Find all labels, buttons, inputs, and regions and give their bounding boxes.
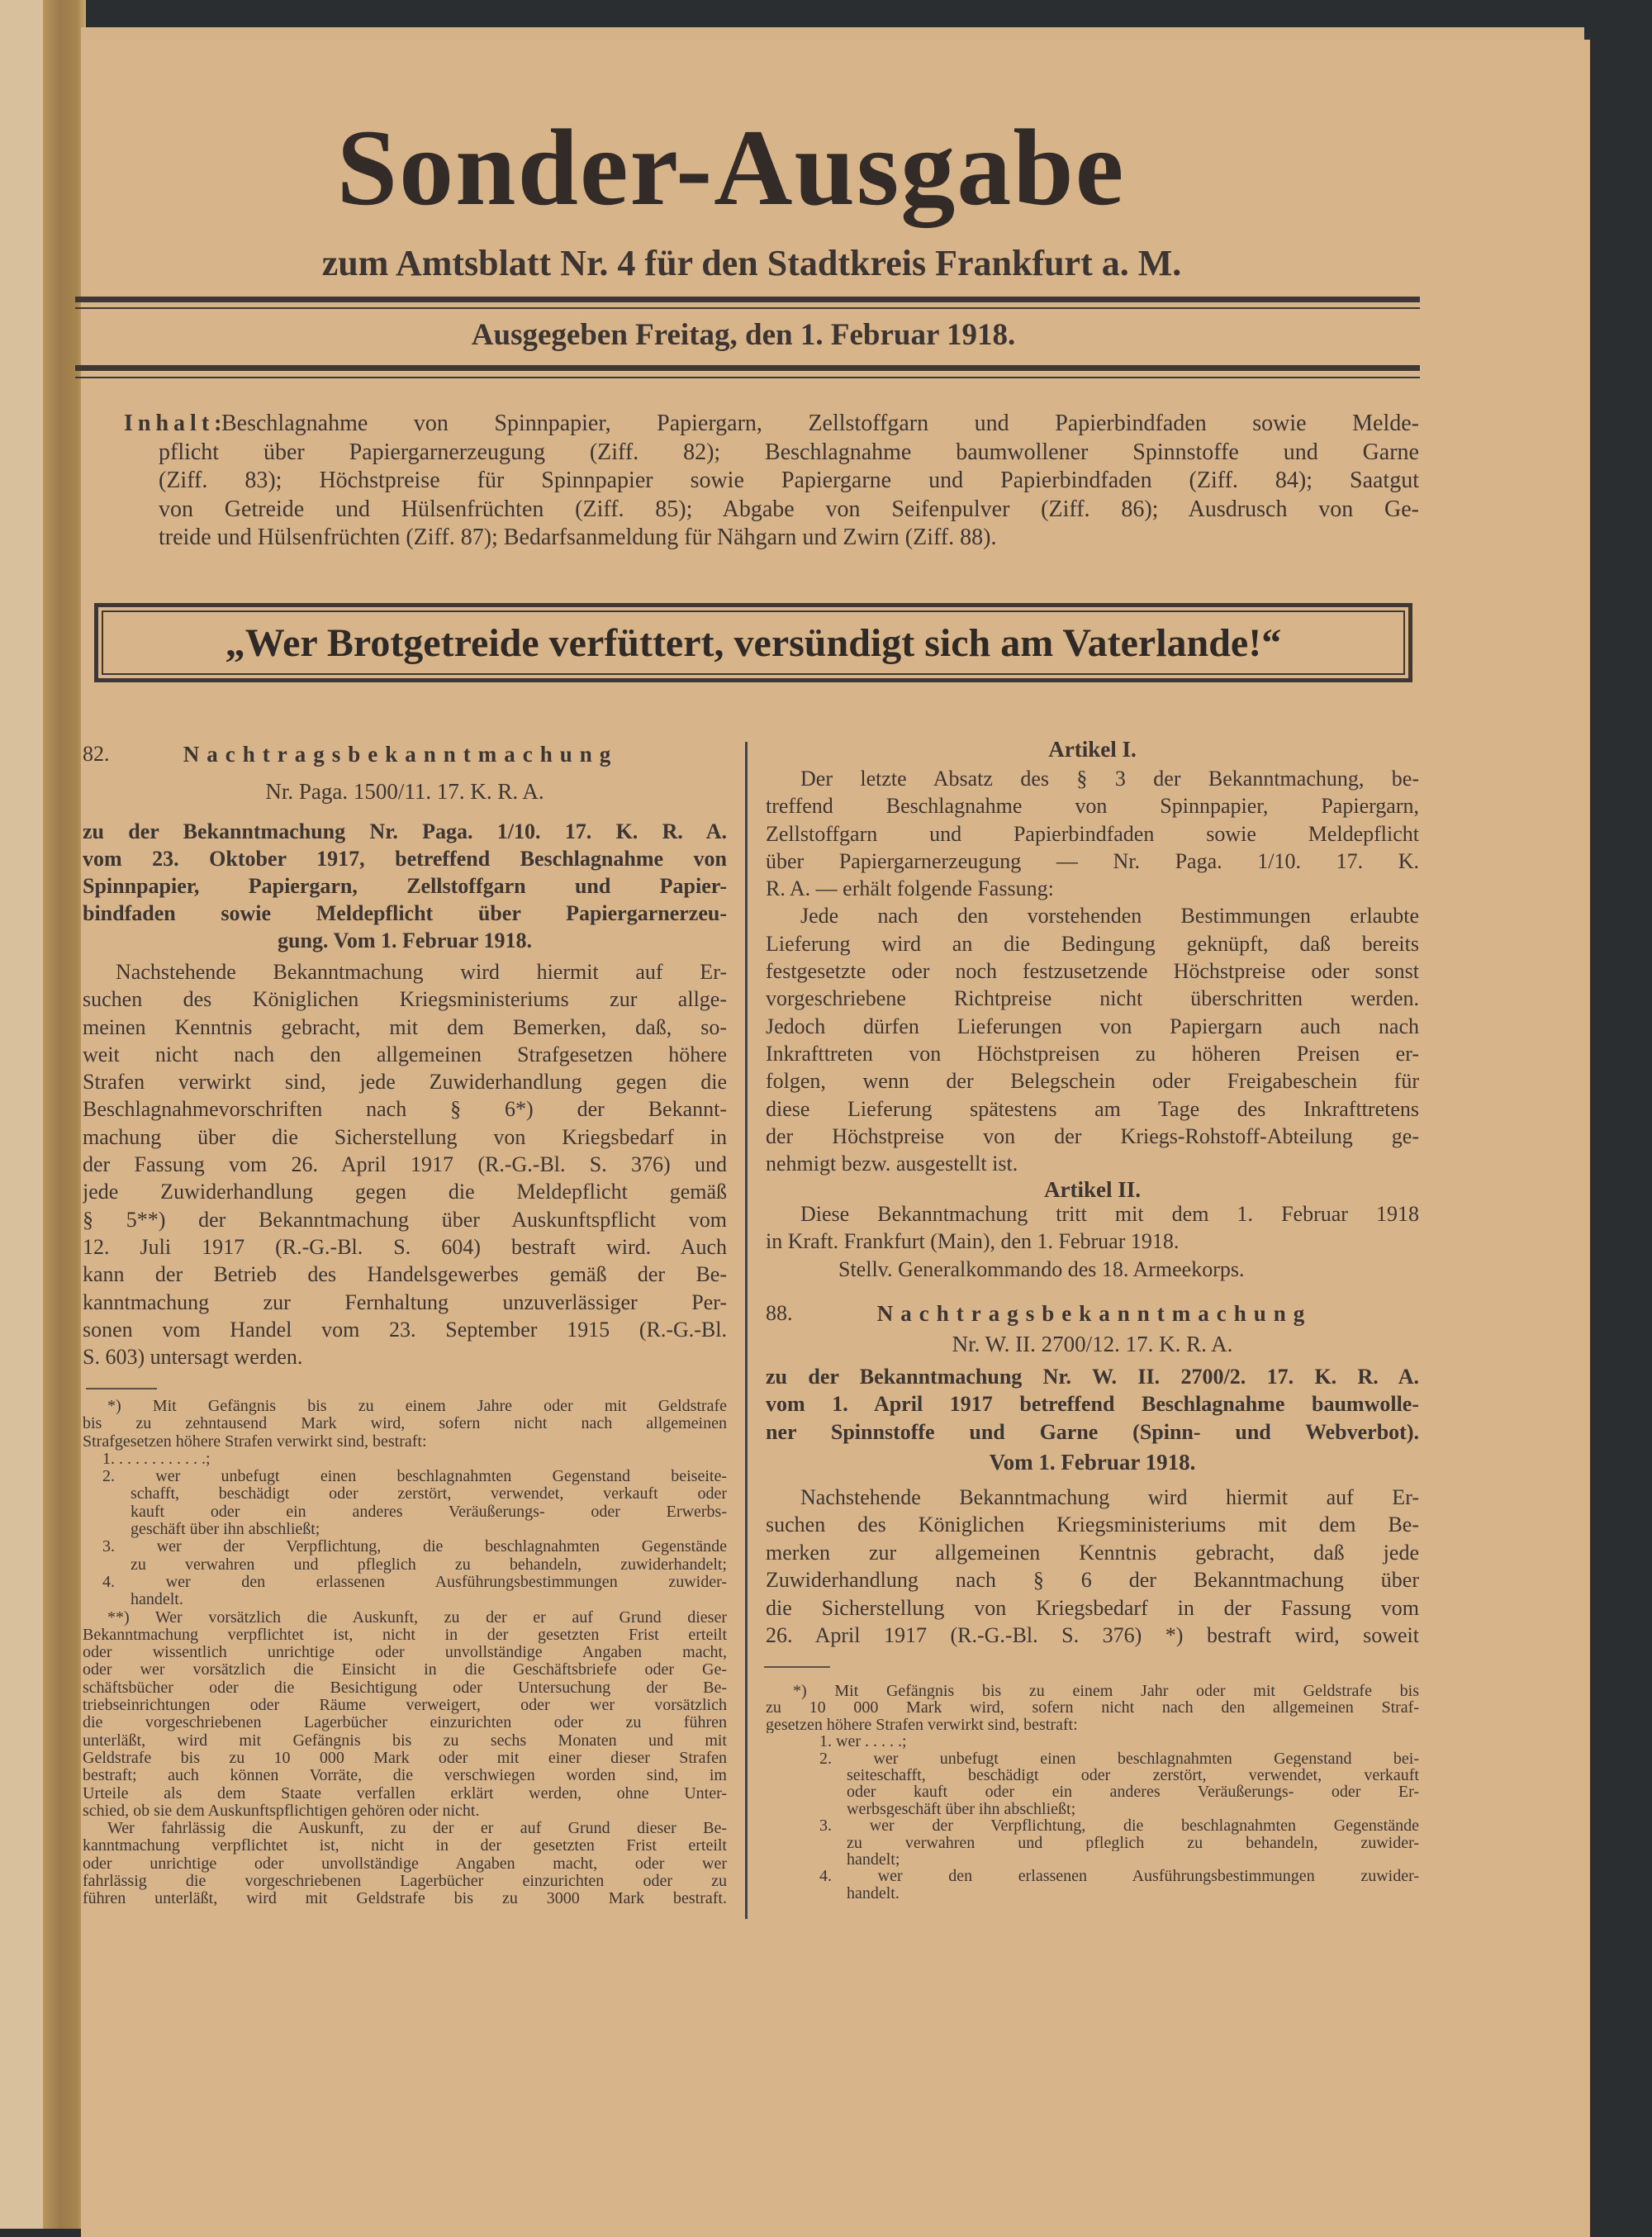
date-rule-thick [75,365,1420,371]
notice-footnotes [83,1398,727,1908]
text-line: kauft oder ein anderes Veräußerungs- oder Erwerbs- [131,1503,727,1521]
text-line: diese Lieferung spätestens am Tage des Inkrafttretens [766,1096,1419,1121]
masthead-title: Sonder-Ausgabe [336,107,1126,228]
text-line: geschäft über ihn abschließt; [131,1521,320,1539]
text-line: *) Mit Gefängnis bis zu einem Jahre oder mit Geldstrafe [107,1398,727,1415]
text-line: machung über die Sicherstellung von Kriegsbedarf in [83,1124,727,1149]
contents-label: Inhalt: [124,411,227,436]
notice-heading: Nachtragsbekanntmachung [876,1301,1313,1326]
text-line: handelt; [847,1850,900,1869]
text-line: Der letzte Absatz des § 3 der Bekanntmachung, be- [800,767,1419,791]
text-line: ner Spinnstoffe und Garne (Spinn- und Webverbot). [766,1419,1419,1444]
notice-date: Vom 1. Februar 1918. [989,1450,1196,1475]
masthead-subtitle: zum Amtsblatt Nr. 4 für den Stadtkreis Frankfurt a. M. [321,243,1182,283]
text-line: pflicht über Papiergarnerzeugung (Ziff. 82); Beschlagnahme baumwollener Spinnstoffe und Garne [159,439,1419,465]
notice-heading: Nachtragsbekanntmachung [183,742,619,767]
text-line: S. 603) untersagt werden. [83,1345,303,1370]
text-line: schied, ob sie dem Auskunftspflichtigen gehören oder nicht. [83,1802,480,1820]
text-line: treffend Beschlagnahme von Spinnpapier, Papiergarn, [766,794,1419,819]
text-line: der Fassung vom 26. April 1917 (R.-G.-Bl. S. 376) und [83,1152,727,1177]
text-line: triebseinrichtungen oder Räume verweigert, oder wer vorsätzlich [83,1697,727,1715]
text-line: treide und Hülsenfrüchten (Ziff. 87); Bedarfsanmeldung für Nähgarn und Zwirn (Ziff. 88). [159,525,997,550]
text-line: oder wissentlich unrichtige oder unvollständige Angaben macht, [83,1644,727,1662]
text-line: 12. Juli 1917 (R.-G.-Bl. S. 604) bestraft wird. Auch [83,1234,727,1259]
text-line: 4. wer den erlassenen Ausführungsbestimmungen zuwider- [819,1868,1419,1885]
text-line: weit nicht nach den allgemeinen Strafgesetzen höhere [83,1042,727,1066]
text-line: merken zur allgemeinen Kenntnis gebracht, daß jede [766,1540,1419,1565]
text-line: zu der Bekanntmachung Nr. Paga. 1/10. 17. K. R. A. [83,819,727,843]
notice-reference: Nr. W. II. 2700/12. 17. K. R. A. [952,1332,1233,1356]
book-gutter [43,0,86,2229]
text-line: schafft, beschädigt oder zerstört, verwendet, verkauft oder [131,1485,727,1503]
text-line: festgesetzte oder noch festzusetzende Höchstpreise oder sonst [766,959,1419,984]
text-line: fahrlässig die vorgeschriebenen Lagerbücher einzurichten oder zu [83,1873,727,1891]
text-line: gesetzen höhere Strafen verwirkt sind, bestraft: [766,1716,1078,1734]
text-line: bindfaden sowie Meldepflicht über Papiergarnerzeu- [83,901,727,925]
text-line: der Höchstpreise von der Kriegs-Rohstoff-Abteilung ge- [766,1123,1419,1148]
text-line: von Getreide und Hülsenfrüchten (Ziff. 85); Abgabe von Seifenpulver (Ziff. 86); Ausdrusch von Ge- [159,496,1419,522]
text-line: bestraft; auch können Vorräte, die verschwiegen worden sind, im [83,1767,727,1785]
text-line: oder kauft oder ein anderes Veräußerungs- oder Er- [847,1783,1419,1801]
notice-body [83,958,727,1370]
text-line: nehmigt bezw. ausgestellt ist. [766,1152,1018,1176]
text-line: handelt. [847,1884,900,1902]
masthead-rule-thick [75,297,1420,302]
text-line: Strafgesetzen höhere Strafen verwirkt sind, bestraft: [83,1432,427,1451]
text-line: oder wer vorsätzlich die Einsicht in die Geschäftsbriefe oder Ge- [83,1661,727,1679]
slogan-inner-frame [102,610,1405,675]
text-line: 1. . . . . . . . . . . .; [102,1450,211,1468]
text-line: *) Mit Gefängnis bis zu einem Jahr oder mit Geldstrafe bis [793,1683,1419,1700]
text-line: unterläßt, wird mit Gefängnis bis zu sechs Monaten und mit [83,1731,727,1750]
text-line: vom 23. Oktober 1917, betreffend Beschlagnahme von [83,847,727,871]
notice-number: 88. [766,1301,793,1325]
article-1-heading: Artikel I. [1048,737,1137,762]
text-line: Lieferung wird an die Bedingung geknüpft, daß bereits [766,931,1419,956]
text-line: sonen vom Handel vom 23. September 1915 (R.-G.-Bl. [83,1317,727,1342]
slogan-box [94,603,1412,682]
notice-footnotes [766,1683,1419,1902]
text-line: in Kraft. Frankfurt (Main), den 1. Februar 1918. [766,1229,1180,1254]
notice-body [766,1484,1419,1649]
text-line: seiteschafft, beschädigt oder zerstört, verwendet, verkauft [847,1766,1419,1784]
text-line: 2. wer unbefugt einen beschlagnahmten Gegenstand bei- [819,1750,1419,1767]
text-line: 26. April 1917 (R.-G.-Bl. S. 376) *) bestraft wird, soweit [766,1622,1419,1647]
notice-subject [766,1363,1419,1446]
text-line: zu der Bekanntmachung Nr. W. II. 2700/2. 17. K. R. A. [766,1365,1419,1389]
text-line: kann der Betrieb des Handelsgewerbes gemäß der Be- [83,1262,727,1287]
footnote-rule [86,1388,157,1389]
article-2-heading: Artikel II. [1044,1177,1141,1202]
notice-subject [83,818,727,954]
text-line: 3. wer der Verpflichtung, die beschlagnahmten Gegenstände [819,1817,1419,1835]
text-line: suchen des Königlichen Kriegsministeriums zur allge- [83,987,727,1012]
text-line: schäftsbücher oder die Besichtigung oder Untersuchung der Be- [83,1679,727,1697]
text-line: Bekanntmachung verpflichtet ist, nicht in der gesetzten Frist erteilt [83,1626,727,1644]
text-line: kanntmachung verpflichtet ist, nicht in der gesetzten Frist erteilt [83,1837,727,1855]
text-line: oder unrichtige oder unvollständige Angaben macht, oder wer [83,1855,727,1873]
text-line: Zuwiderhandlung nach § 6 der Bekanntmachung über [766,1568,1419,1593]
text-line: jede Zuwiderhandlung gegen die Meldepflicht gemäß [83,1180,727,1204]
text-line: Strafen verwirkt sind, jede Zuwiderhandlung gegen die [83,1070,727,1095]
slogan-text: „Wer Brotgetreide verfüttert, versündigt sich am Vaterlande!“ [225,620,1282,665]
text-line: **) Wer vorsätzlich die Auskunft, zu der er auf Grund dieser [107,1608,727,1627]
masthead-rule-thin [75,307,1420,309]
footnote-rule [764,1666,830,1668]
article-2-text [766,1200,1419,1283]
text-line: Urteile als dem Staate verfallen erklärt werden, ohne Unter- [83,1784,727,1802]
text-line: zu 10 000 Mark wird, sofern nicht nach den allgemeinen Straf- [766,1699,1419,1717]
text-line: vorgeschriebene Richtpreise nicht überschritten werden. [766,986,1419,1011]
text-line: über Papiergarnerzeugung — Nr. Paga. 1/10. 17. K. [766,848,1419,873]
text-line: § 5**) der Bekanntmachung über Auskunftspflicht vom [83,1207,727,1232]
text-line: 2. wer unbefugt einen beschlagnahmten Gegenstand beiseite- [102,1468,727,1486]
article-1-text [766,765,1419,1177]
contents [124,410,1419,553]
text-line: bis zu zehntausend Mark wird, sofern nicht nach allgemeinen [83,1415,727,1433]
notice-reference: Nr. Paga. 1500/11. 17. K. R. A. [265,779,544,804]
text-line: suchen des Königlichen Kriegsministeriums mit dem Be- [766,1513,1419,1537]
text-line: Jede nach den vorstehenden Bestimmungen erlaubte [800,904,1419,929]
text-line: führen unterläßt, wird mit Geldstrafe bis zu 3000 Mark bestraft. [83,1890,727,1908]
issue-date: Ausgegeben Freitag, den 1. Februar 1918. [471,318,1016,352]
column-divider [745,742,748,1919]
text-line: Beschlagnahmevorschriften nach § 6*) der Bekannt- [83,1097,727,1122]
text-line: gung. Vom 1. Februar 1918. [278,929,532,952]
text-line: 4. wer den erlassenen Ausführungsbestimmungen zuwider- [102,1573,727,1591]
notice-number: 82. [83,742,110,766]
text-line: Nachstehende Bekanntmachung wird hiermit auf Er- [800,1485,1419,1509]
text-line: vom 1. April 1917 betreffend Beschlagnahme baumwolle- [766,1392,1419,1417]
text-line: Beschlagnahme von Spinnpapier, Papiergarn, Zellstoffgarn und Papierbindfaden sowie Melde- [221,411,1419,436]
text-line: die Sicherstellung von Kriegsbedarf in der Fassung vom [766,1595,1419,1620]
text-line: zu verwahren und pfleglich zu behandeln, zuwider- [847,1834,1419,1851]
text-line: Nachstehende Bekanntmachung wird hiermit auf Er- [116,960,727,984]
text-line: handelt. [131,1591,183,1609]
text-line: Jedoch dürfen Lieferungen von Papiergarn auch nach [766,1014,1419,1038]
text-line: meinen Kenntnis gebracht, mit dem Bemerken, daß, so- [83,1014,727,1039]
text-line: (Ziff. 83); Höchstpreise für Spinnpapier sowie Papiergarne und Papierbindfaden (Ziff. 84); Saatgut [159,468,1419,493]
text-line: Stellv. Generalkommando des 18. Armeekorps. [838,1256,1245,1281]
text-line: 1. wer . . . . .; [819,1733,907,1750]
text-line: die vorgeschriebenen Lagerbücher einzurichten oder zu führen [83,1714,727,1732]
text-line: Wer fahrlässig die Auskunft, zu der er auf Grund dieser Be- [107,1820,727,1838]
text-line: Zellstoffgarn und Papierbindfaden sowie Meldepflicht [766,821,1419,846]
text-line: kanntmachung zur Fernhaltung unzuverlässiger Per- [83,1289,727,1314]
text-line: Spinnpapier, Papiergarn, Zellstoffgarn und Papier- [83,874,727,898]
text-line: Diese Bekanntmachung tritt mit dem 1. Februar 1918 [800,1202,1419,1226]
text-line: R. A. — erhält folgende Fassung: [766,876,1054,901]
text-line: folgen, wenn der Belegschein oder Freigabeschein für [766,1069,1419,1094]
text-line: Inkrafttreten von Höchstpreisen zu höheren Preisen er- [766,1041,1419,1066]
text-line: werbsgeschäft über ihn abschließt; [847,1800,1076,1818]
text-line: zu verwahren und pfleglich zu behandeln, zuwiderhandelt; [131,1555,727,1574]
text-line: Geldstrafe bis zu 10 000 Mark oder mit einer dieser Strafen [83,1749,727,1767]
text-line: 3. wer der Verpflichtung, die beschlagnahmten Gegenstände [102,1538,727,1556]
date-rule-thin [75,377,1420,378]
